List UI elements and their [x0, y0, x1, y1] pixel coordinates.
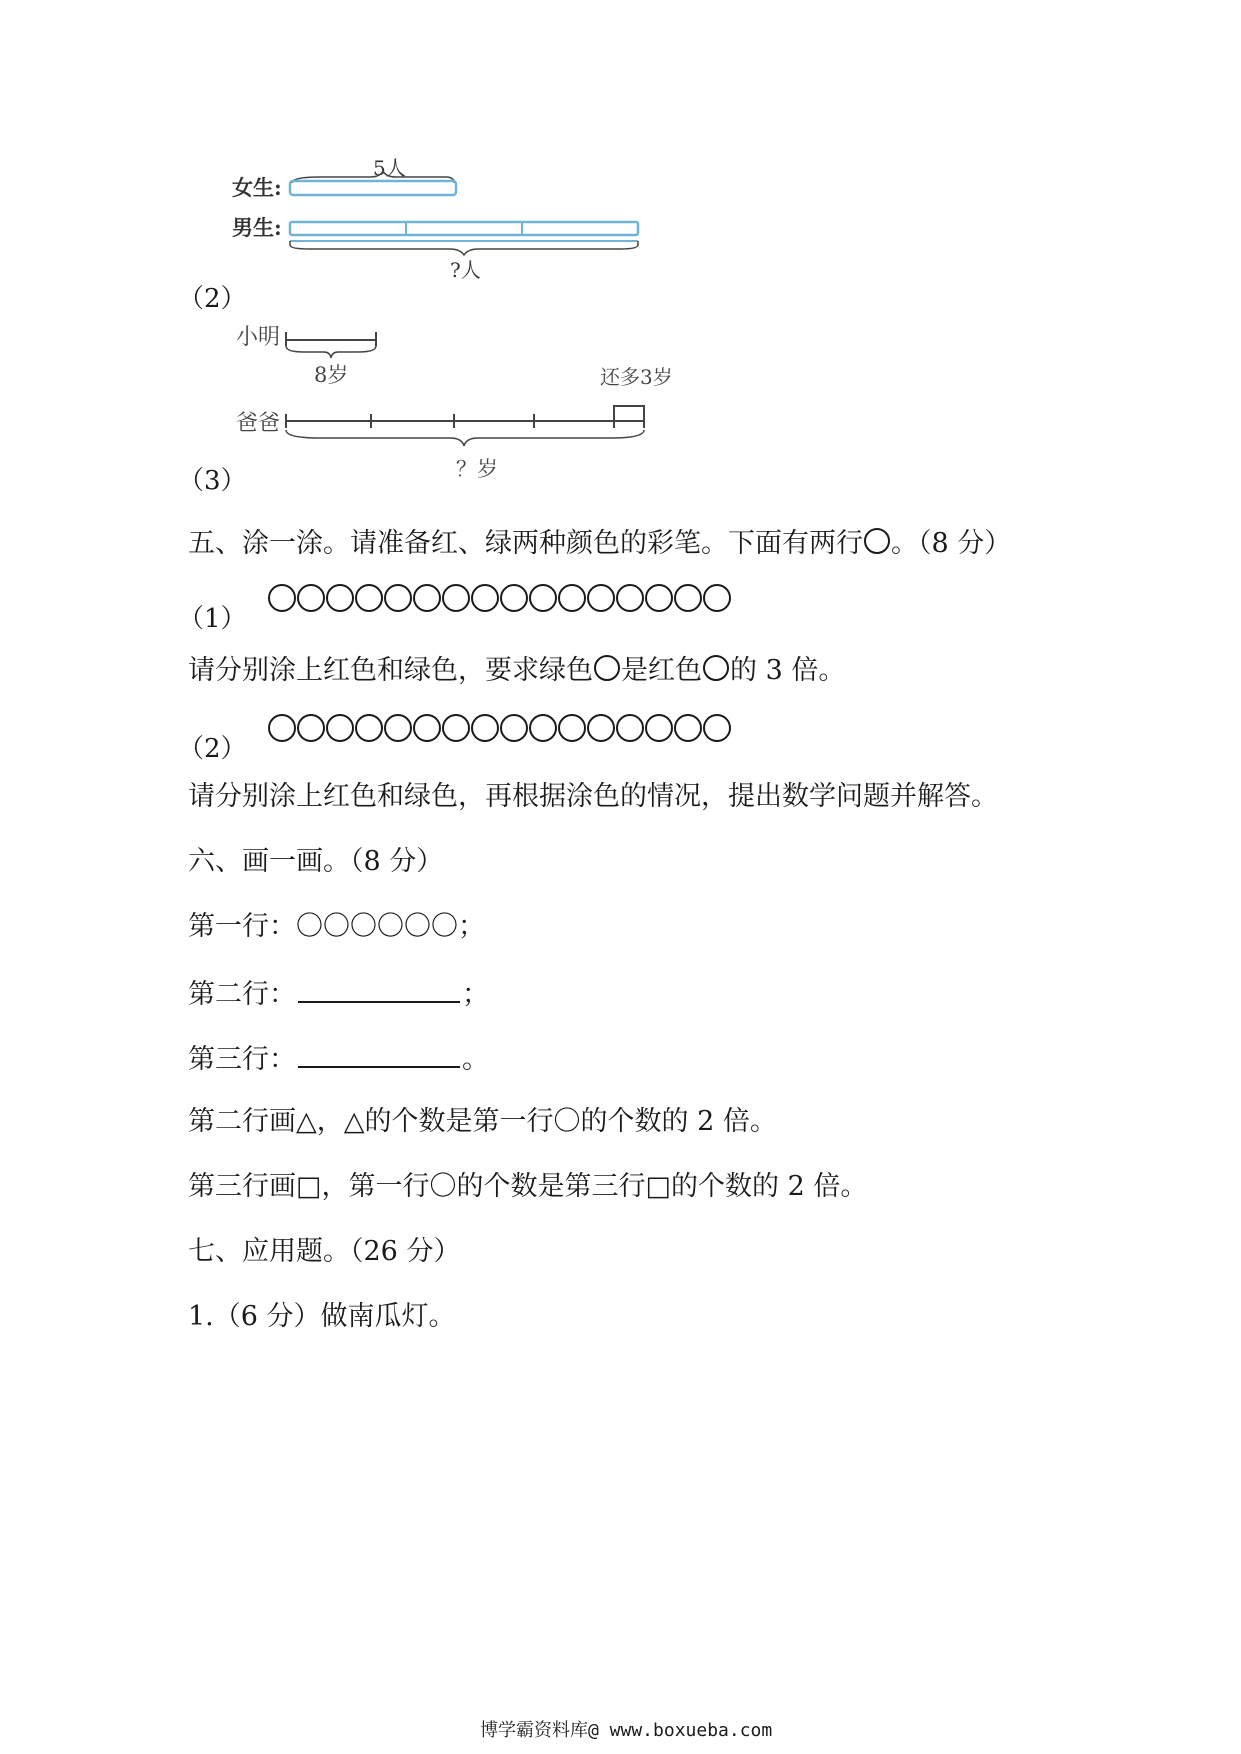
q1-circle-6[interactable] — [413, 584, 441, 612]
xiaoming-brace — [286, 346, 376, 358]
female-bar — [290, 181, 456, 195]
s5-q1-number: （1） — [178, 604, 247, 634]
q2-circle-11[interactable] — [558, 714, 586, 742]
xiaoming-value: 8岁 — [314, 363, 349, 387]
q2-circle-3[interactable] — [326, 714, 354, 742]
s6-row1: 第一行：〇〇〇〇〇〇； — [188, 911, 485, 942]
q2-circle-9[interactable] — [500, 714, 528, 742]
q1-circle-4[interactable] — [355, 584, 383, 612]
q2-circle-14[interactable] — [645, 714, 673, 742]
s6-row2-blank[interactable] — [298, 975, 460, 1003]
s5-q1-text-c: 的 3 倍。 — [730, 655, 846, 686]
female-value-label: 5人 — [373, 156, 406, 180]
q2-circle-13[interactable] — [616, 714, 644, 742]
q1-circle-14[interactable] — [645, 584, 673, 612]
extra-label: 还多3岁 — [600, 365, 673, 389]
q1-circle-5[interactable] — [384, 584, 412, 612]
section6-title: 六、画一画。（8 分） — [188, 846, 444, 877]
q1-circle-9[interactable] — [500, 584, 528, 612]
male-label: 男生: — [232, 215, 282, 240]
s6-row2-label: 第二行： — [188, 979, 296, 1010]
q1-circle-1[interactable] — [268, 584, 296, 612]
s6-row3-label: 第三行： — [188, 1044, 296, 1075]
baba-value: ？岁 — [456, 457, 498, 481]
baba-label: 爸爸 — [236, 411, 281, 436]
q1-circle-11[interactable] — [558, 584, 586, 612]
s6-row2-end: ； — [462, 979, 489, 1010]
diagram2-number: （2） — [178, 284, 247, 314]
male-value-label: ?人 — [450, 258, 481, 282]
circle-row-q1 — [268, 584, 731, 612]
s6-row2 — [188, 975, 489, 1012]
q2-circle-7[interactable] — [442, 714, 470, 742]
section5-title — [188, 527, 1011, 561]
section5-title-score: 。（8 分） — [891, 528, 1012, 559]
q1-circle-10[interactable] — [529, 584, 557, 612]
q1-circle-12[interactable] — [587, 584, 615, 612]
q2-circle-6[interactable] — [413, 714, 441, 742]
q1-circle-15[interactable] — [674, 584, 702, 612]
bar-diagram-girls-boys — [220, 155, 740, 305]
female-label: 女生: — [232, 175, 282, 200]
q1-circle-8[interactable] — [471, 584, 499, 612]
diagram3-number: （3） — [178, 466, 247, 496]
q1-circle-3[interactable] — [326, 584, 354, 612]
q1-circle-7[interactable] — [442, 584, 470, 612]
s5-q2-number: （2） — [178, 734, 247, 764]
q2-circle-10[interactable] — [529, 714, 557, 742]
q2-circle-5[interactable] — [384, 714, 412, 742]
circle-row-q2 — [268, 714, 731, 742]
circle-icon — [864, 528, 890, 554]
q2-circle-4[interactable] — [355, 714, 383, 742]
circle-icon — [594, 655, 620, 681]
s5-q1-text — [188, 654, 845, 688]
male-bottom-brace — [290, 241, 638, 255]
s5-q2-text: 请分别涂上红色和绿色，再根据涂色的情况，提出数学问题并解答。 — [188, 781, 998, 812]
s6-row3-end: 。 — [462, 1044, 489, 1075]
circle-icon — [703, 655, 729, 681]
xiaoming-label: 小明 — [236, 325, 281, 350]
extra-bracket — [614, 406, 644, 420]
baba-brace — [286, 430, 644, 446]
q2-circle-12[interactable] — [587, 714, 615, 742]
section5-title-text: 五、涂一涂。请准备红、绿两种颜色的彩笔。下面有两行 — [188, 528, 863, 559]
q1-circle-2[interactable] — [297, 584, 325, 612]
s5-q1-text-a: 请分别涂上红色和绿色，要求绿色 — [188, 655, 593, 686]
q1-circle-13[interactable] — [616, 584, 644, 612]
q1-circle-16[interactable] — [703, 584, 731, 612]
q2-circle-8[interactable] — [471, 714, 499, 742]
s7-q1: 1.（6 分）做南瓜灯。 — [188, 1301, 456, 1332]
s6-row3-blank[interactable] — [298, 1040, 460, 1068]
q2-circle-16[interactable] — [703, 714, 731, 742]
q2-circle-1[interactable] — [268, 714, 296, 742]
s6-rule1: 第二行画△，△的个数是第一行〇的个数的 2 倍。 — [188, 1106, 777, 1137]
s6-row3 — [188, 1040, 489, 1077]
s6-rule2: 第三行画□，第一行〇的个数是第三行□的个数的 2 倍。 — [188, 1171, 868, 1202]
q2-circle-2[interactable] — [297, 714, 325, 742]
male-bar — [290, 222, 638, 235]
section7-title: 七、应用题。（26 分） — [188, 1236, 461, 1267]
s5-q1-text-b: 是红色 — [621, 655, 702, 686]
q2-circle-15[interactable] — [674, 714, 702, 742]
footer-watermark: 博学霸资料库@ www.boxueba.com — [480, 1720, 773, 1741]
line-diagram-xiaoming-dad — [230, 320, 750, 490]
